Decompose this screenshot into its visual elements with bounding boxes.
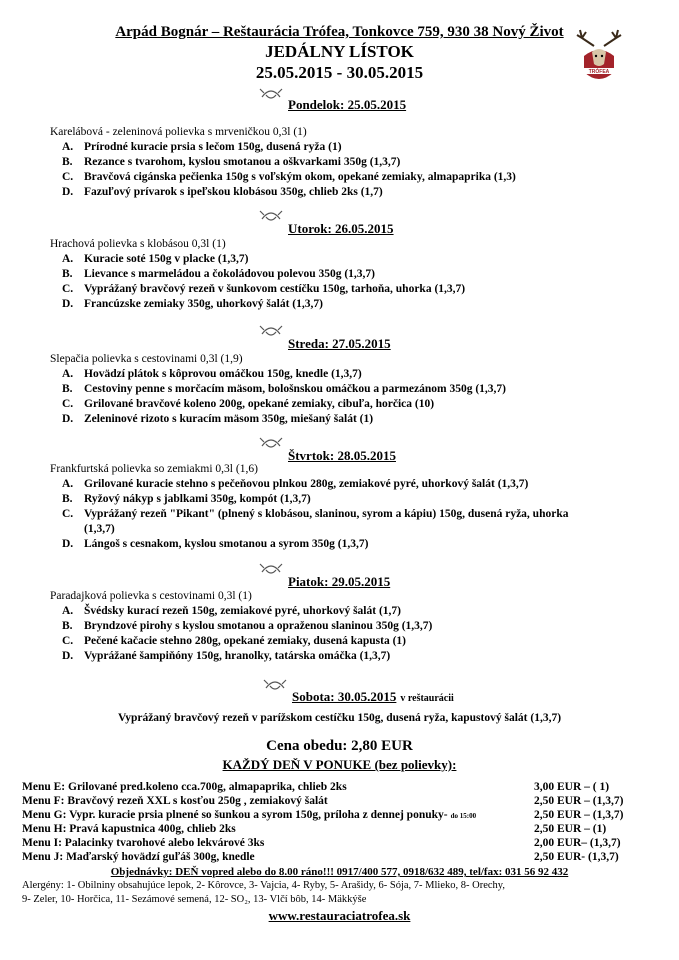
meal-text: Rezance s tvarohom, kyslou smotanou a oškvarkami 350g (1,3,7) (84, 156, 401, 168)
meal-letter: B. (62, 493, 73, 505)
meal-text: (1,3,7) (84, 523, 115, 535)
meal-text: Bravčová cigánska pečienka 150g s voľským okom, opekané zemiaky, almapaprika (1,3) (84, 171, 516, 183)
meal-letter: B. (62, 268, 73, 280)
meal-item (62, 493, 311, 505)
saturday-ornament (262, 676, 288, 699)
soup-of-day: Karelábová - zeleninová polievka s mrveničkou 0,3l (1) (50, 126, 307, 138)
meal-letter: B. (62, 620, 73, 632)
meal-letter: A. (62, 368, 74, 380)
meal-letter: D. (62, 298, 74, 310)
meal-item (62, 156, 400, 168)
menu-row (22, 809, 632, 823)
meal-letter: A. (62, 478, 74, 490)
meal-text: Lievance s marmeládou a čokoládovou polevou 350g (1,3,7) (84, 268, 376, 280)
meal-text: Kuracie soté 150g v placke (1,3,7) (84, 253, 249, 265)
meal-letter: D. (62, 413, 74, 425)
meal-letter: D. (62, 538, 74, 550)
meal-text: Grilované kuracie stehno s pečeňovou plnkou 280g, zemiakové pyré, uhorkový šalát (1,3,7) (84, 478, 529, 490)
menu-price: 2,50 EUR – (1) (534, 823, 607, 835)
menu-row (22, 851, 632, 865)
meal-item (62, 268, 375, 280)
meal-text: Zeleninové rizoto s kuracím mäsom 350g, miešaný šalát (1) (84, 413, 374, 425)
daily-offer-title: KAŽDÝ DEŇ V PONUKE (bez polievky): (222, 757, 457, 772)
meal-text: Cestoviny penne s morčacím mäsom, bološnskou omáčkou a parmezánom 350g (1,3,7) (84, 383, 506, 395)
day-title: Pondelok: 25.05.2015 (288, 97, 407, 112)
allergens-line-1: Alergény: 1- Obilniny obsahujúce lepok, 2- Kôrovce, 3- Vajcia, 4- Ryby, 5- Arašidy, 6- Sója, 7- Mlieko, 8- Orechy, (22, 880, 505, 891)
meal-letter: C. (62, 508, 74, 520)
meal-letter: D. (62, 186, 74, 198)
day-title: Utorok: 26.05.2015 (288, 221, 394, 236)
saturday-dish: Vyprážaný bravčový rezeň v parížskom cestíčku 150g, dusená ryža, kapustový šalát (1,3,7) (117, 712, 562, 724)
order-info: Objednávky: DEŇ vopred alebo do 8.00 ráno!!! 0917/400 577, 0918/632 489, tel/fax: 031 56 92 432 (110, 866, 569, 878)
meal-letter: C. (62, 171, 74, 183)
meal-item (62, 605, 401, 617)
menu-price: 2,50 EUR- (1,3,7) (534, 851, 619, 863)
deer-ornament-icon (258, 560, 284, 583)
meal-text: Ryžový nákyp s jablkami 350g, kompót (1,3,7) (84, 493, 311, 505)
meal-text: Grilované bravčové koleno 200g, opekané zemiaky, cibuľa, horčica (10) (84, 398, 435, 410)
day-title: Piatok: 29.05.2015 (288, 574, 391, 589)
menu-time-note: do 15:00 (450, 812, 477, 820)
meal-letter: B. (62, 156, 73, 168)
meal-letter: C. (62, 398, 74, 410)
day-title: Streda: 27.05.2015 (288, 336, 391, 351)
date-range: 25.05.2015 - 30.05.2015 (255, 63, 424, 82)
logo-text: TRÓFEA (588, 69, 610, 75)
menu-price: 3,00 EUR – ( 1) (534, 781, 610, 793)
meal-item (62, 523, 115, 535)
menu-row (22, 795, 632, 809)
meal-letter: A. (62, 253, 74, 265)
menu-text: Menu I: Palacinky tvarohové alebo lekvárové 3ks (22, 837, 265, 849)
lunch-price: Cena obedu: 2,80 EUR (266, 738, 413, 754)
meal-letter: C. (62, 283, 74, 295)
menu-text: Menu H: Pravá kapustnica 400g, chlieb 2ks (22, 823, 236, 835)
website-link[interactable]: www.restauraciatrofea.sk (268, 908, 411, 923)
meal-text: Pečené kačacie stehno 280g, opekané zemiaky, dusená kapusta (1) (84, 635, 406, 647)
deer-ornament-icon (258, 207, 284, 230)
deer-ornament-icon (258, 322, 284, 345)
soup-of-day: Hrachová polievka s klobásou 0,3l (1) (50, 238, 226, 250)
trophy-logo (574, 28, 624, 88)
meal-item (62, 650, 390, 662)
deer-ornament-icon (258, 85, 284, 108)
meal-item (62, 635, 406, 647)
menu-row (22, 781, 632, 795)
meal-text: Hovädzí plátok s kôprovou omáčkou 150g, knedle (1,3,7) (84, 368, 362, 380)
meal-item (62, 383, 506, 395)
saturday-heading (292, 688, 454, 706)
meal-item (62, 283, 465, 295)
menu-price: 2,00 EUR– (1,3,7) (534, 837, 621, 849)
meal-text: Vyprážaný rezeň "Pikant" (plnený s klobásou, slaninou, syrom a kápiu) 150g, dusená ryža, uhorka (84, 508, 569, 520)
meal-letter: A. (62, 605, 74, 617)
meal-item (62, 620, 432, 632)
meal-item (62, 171, 516, 183)
menu-text: Menu F: Bravčový rezeň XXL s kosťou 250g , zemiakový šalát (22, 795, 328, 807)
meal-letter: D. (62, 650, 74, 662)
menu-price: 2,50 EUR – (1,3,7) (534, 809, 624, 821)
menu-title: JEDÁLNY LÍSTOK (265, 42, 414, 61)
menu-text: Menu E: Grilované pred.koleno cca.700g, almapaprika, chlieb 2ks (22, 781, 347, 793)
meal-text: Lángoš s cesnakom, kyslou smotanou a syrom 350g (1,3,7) (84, 538, 369, 550)
meal-item (62, 478, 528, 490)
saturday-title: Sobota: 30.05.2015 (292, 689, 397, 704)
meal-text: Vyprážaný bravčový rezeň v šunkovom cestíčku 150g, tarhoňa, uhorka (1,3,7) (84, 283, 466, 295)
menu-text: Menu G: Vypr. kuracie prsia plnené so šunkou a syrom 150g, príloha z dennej ponuky- (22, 809, 448, 821)
meal-letter: A. (62, 141, 74, 153)
meal-item (62, 141, 342, 153)
meal-item (62, 253, 249, 265)
meal-text: Vyprážané šampiňóny 150g, hranolky, tatárska omáčka (1,3,7) (84, 650, 391, 662)
meal-letter: C. (62, 635, 74, 647)
menu-row (22, 823, 632, 837)
meal-letter: B. (62, 383, 73, 395)
restaurant-header: Arpád Bognár – Reštaurácia Trófea, Tonkovce 759, 930 38 Nový Život (115, 24, 564, 40)
meal-item (62, 298, 323, 310)
meal-text: Prírodné kuracie prsia s lečom 150g, dusená ryža (1) (84, 141, 342, 153)
allergens-line-2: 9- Zeler, 10- Horčica, 11- Sezámové semená, 12- SO₂, 13- Vlčí bôb, 14- Mäkkýše (22, 894, 367, 905)
menu-row (22, 837, 632, 851)
meal-text: Bryndzové pirohy s kyslou smotanou a opraženou slaninou 350g (1,3,7) (84, 620, 433, 632)
saturday-note: v reštaurácii (400, 693, 454, 704)
meal-text: Švédsky kurací rezeň 150g, zemiakové pyré, uhorkový šalát (1,7) (84, 605, 401, 617)
day-title: Štvrtok: 28.05.2015 (288, 448, 396, 463)
meal-text: Francúzske zemiaky 350g, uhorkový šalát (1,3,7) (84, 298, 323, 310)
meal-item (62, 413, 373, 425)
soup-of-day: Slepačia polievka s cestovinami 0,3l (1,9) (50, 353, 243, 365)
menu-price: 2,50 EUR – (1,3,7) (534, 795, 624, 807)
meal-item (62, 398, 434, 410)
meal-item (62, 538, 368, 550)
soup-of-day: Frankfurtská polievka so zemiakmi 0,3l (1,6) (50, 463, 258, 475)
deer-ornament-icon (258, 434, 284, 457)
meal-item (62, 186, 383, 198)
meal-item (62, 508, 568, 520)
soup-of-day: Paradajková polievka s cestovinami 0,3l (1) (50, 590, 252, 602)
meal-text: Fazuľový prívarok s ipeľskou klobásou 350g, chlieb 2ks (1,7) (84, 186, 383, 198)
meal-item (62, 368, 362, 380)
menu-text: Menu J: Maďarský hovädzí guľáš 300g, knedle (22, 851, 255, 863)
